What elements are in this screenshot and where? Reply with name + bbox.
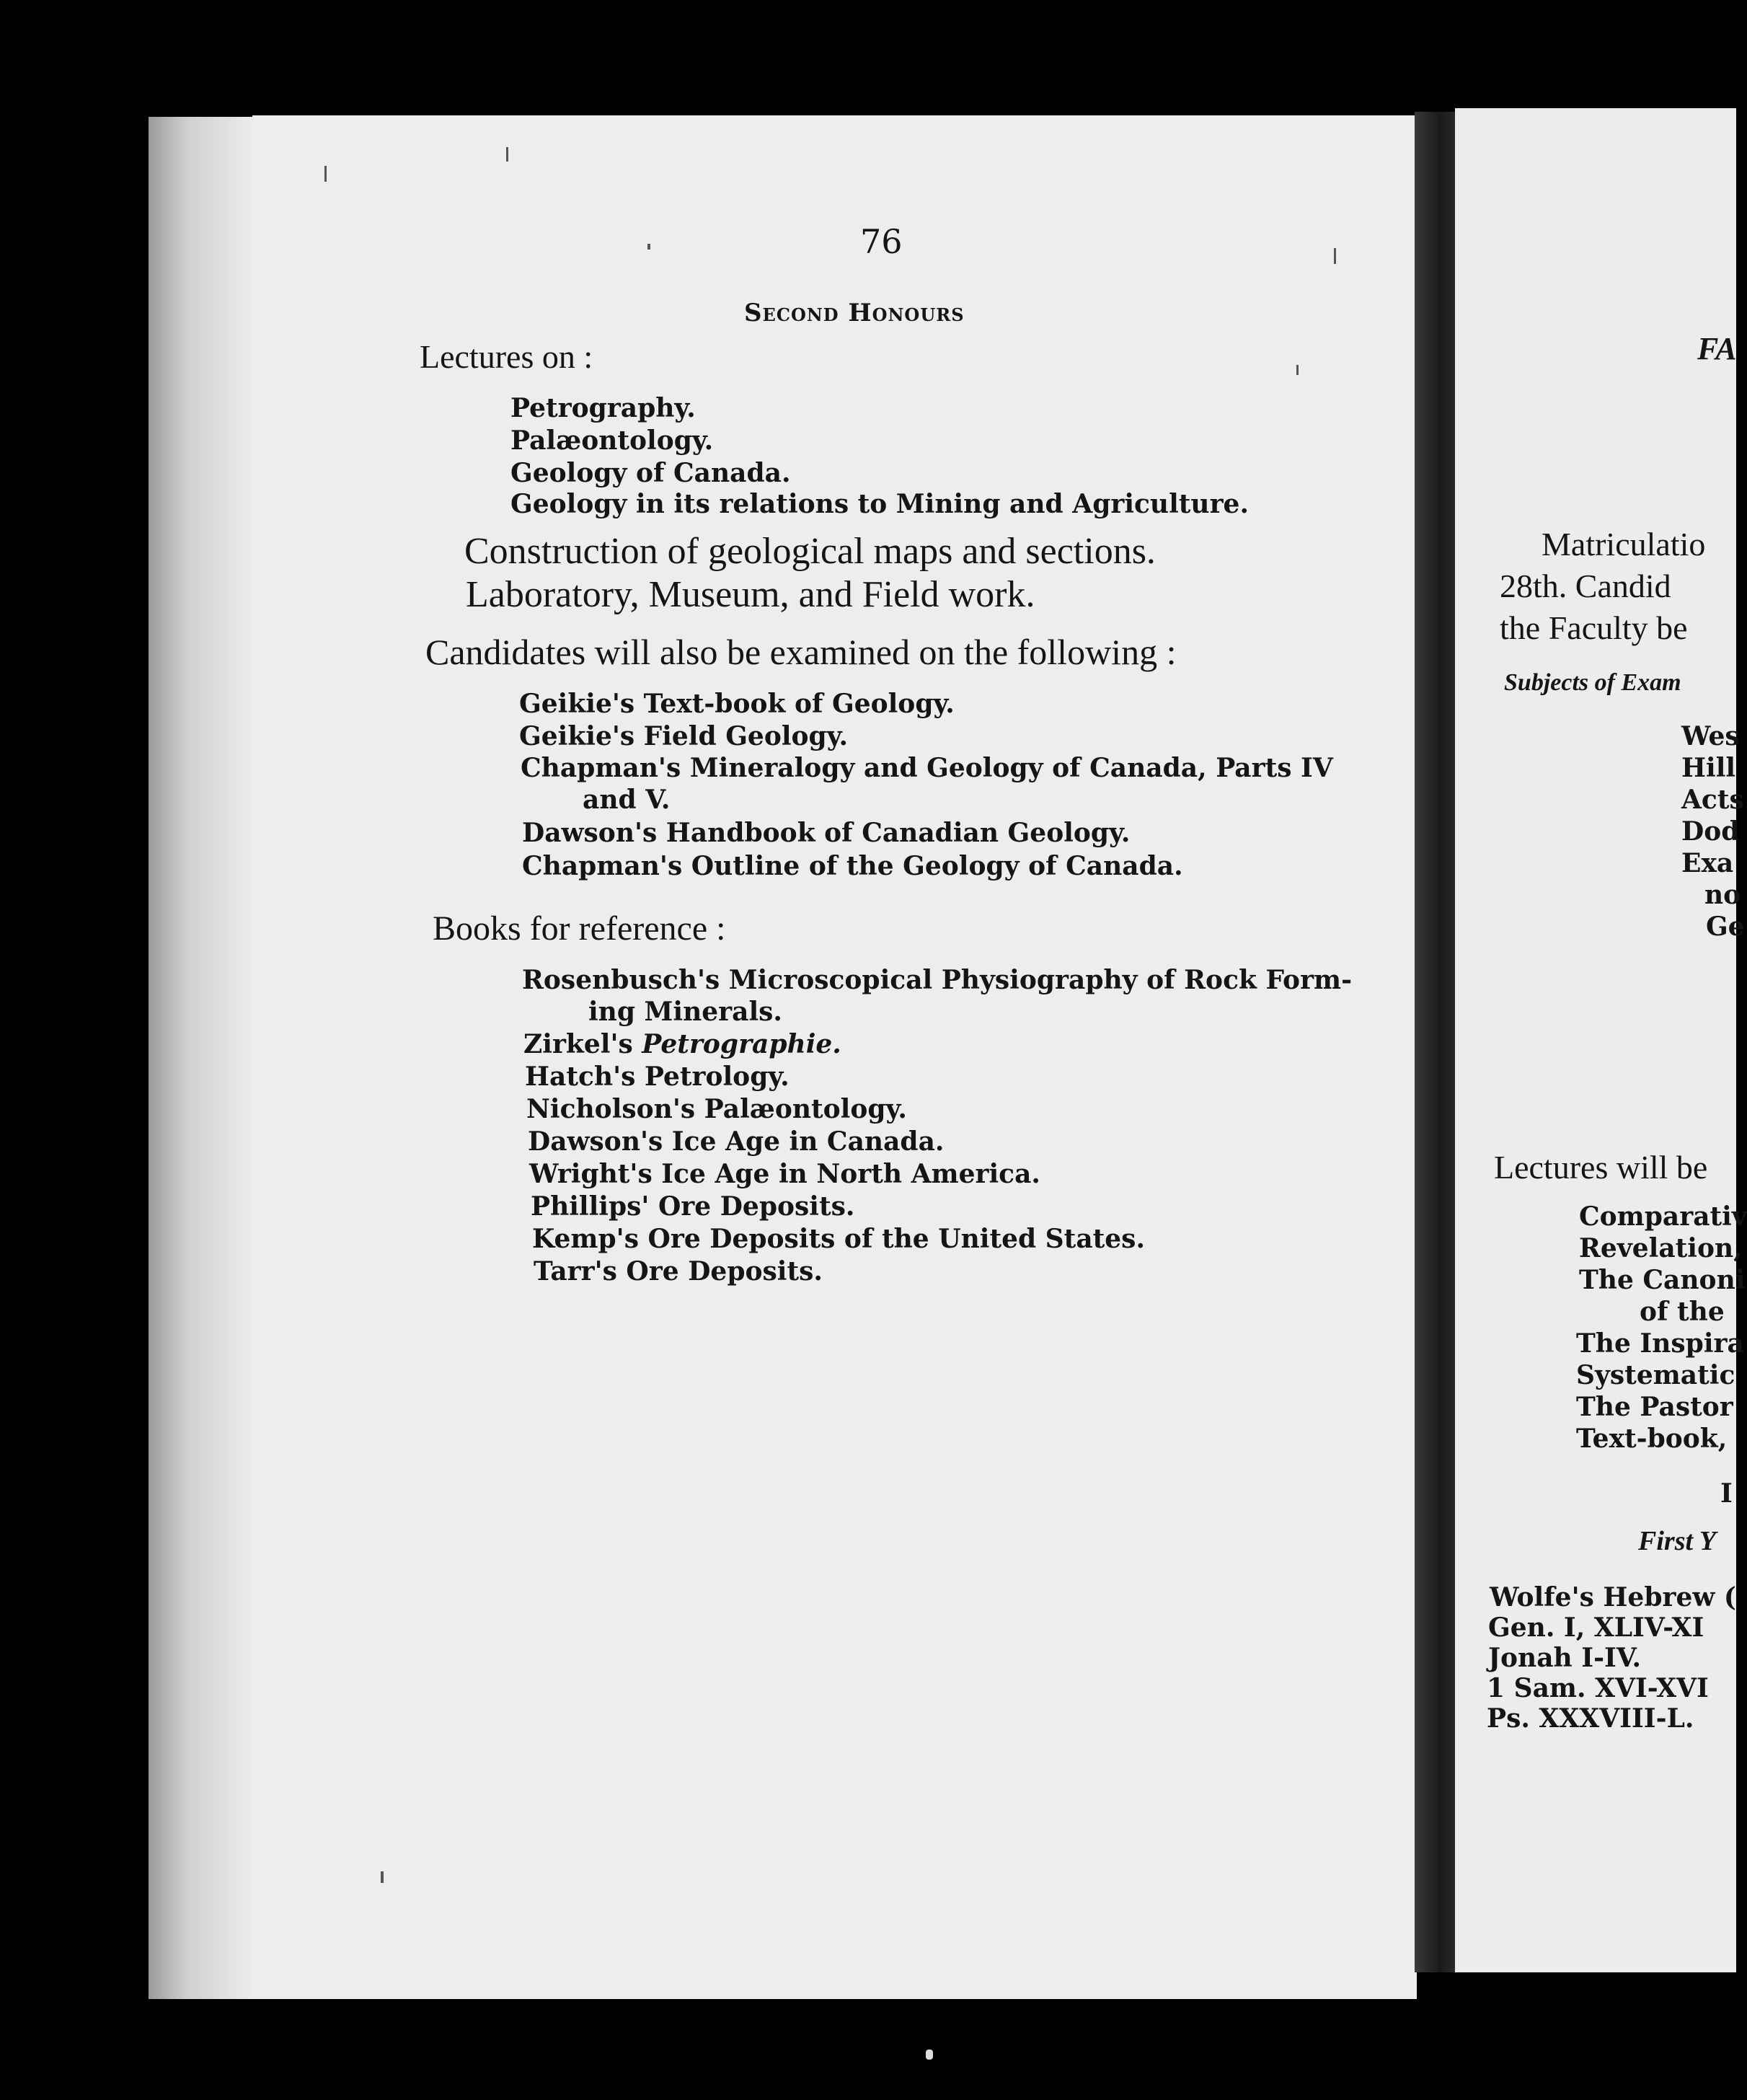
- list-item: Exa: [1681, 848, 1734, 878]
- lecture-item: Geology in its relations to Mining and Agriculture.: [510, 489, 1249, 519]
- reference-item-continued: ing Minerals.: [588, 997, 782, 1027]
- heading-fragment: FA: [1697, 331, 1737, 366]
- list-item: of the: [1640, 1297, 1725, 1327]
- reference-heading: Books for reference :: [433, 909, 726, 948]
- lectures-heading: Lectures on :: [420, 338, 593, 375]
- lecture-item: Palæontology.: [510, 425, 714, 456]
- lecture-item: Petrography.: [510, 393, 696, 423]
- list-item: Acts: [1681, 785, 1744, 815]
- list-item: Dod: [1681, 816, 1740, 847]
- extra-item: Laboratory, Museum, and Field work.: [466, 574, 1035, 615]
- list-item: Text-book,: [1576, 1424, 1728, 1454]
- reference-item: Phillips' Ore Deposits.: [531, 1191, 855, 1222]
- list-item: Wolfe's Hebrew (: [1490, 1582, 1736, 1612]
- scan-artifact: [926, 2050, 933, 2060]
- list-item: no: [1704, 880, 1741, 910]
- heading-fragment: I: [1720, 1478, 1733, 1509]
- reference-item: Dawson's Ice Age in Canada.: [528, 1126, 945, 1157]
- print-speck: [506, 147, 508, 162]
- reference-item: [523, 1029, 841, 1059]
- list-item: Revelation,: [1579, 1233, 1743, 1263]
- examined-heading: Candidates will also be examined on the following :: [425, 632, 1177, 672]
- book-gutter: [1415, 112, 1456, 1972]
- first-year-fragment: First Y: [1638, 1526, 1717, 1556]
- print-speck: [1334, 248, 1336, 264]
- reference-item: Nicholson's Palæontology.: [526, 1094, 907, 1124]
- reference-item: Hatch's Petrology.: [525, 1062, 790, 1092]
- list-item: Jonah I-IV.: [1488, 1643, 1642, 1673]
- list-item: Ps. XXXVIII-L.: [1487, 1703, 1694, 1734]
- page-number: 76: [860, 222, 903, 261]
- paragraph-line: the Faculty be: [1500, 609, 1688, 646]
- print-speck: [381, 1871, 384, 1883]
- paragraph-line: Matriculatio: [1542, 526, 1706, 562]
- left-page: [252, 115, 1417, 1999]
- examined-item: Geikie's Text-book of Geology.: [519, 689, 955, 719]
- extra-item: Construction of geological maps and sections.: [464, 531, 1156, 572]
- section-heading: Second Honours: [744, 299, 965, 327]
- paragraph-line: 28th. Candid: [1500, 568, 1671, 604]
- print-speck: [647, 244, 650, 250]
- list-item: The Inspira: [1576, 1328, 1744, 1359]
- examined-item: Geikie's Field Geology.: [519, 721, 849, 751]
- reference-item: Rosenbusch's Microscopical Physiography of Rock Form-: [522, 965, 1353, 995]
- reference-item: Wright's Ice Age in North America.: [529, 1159, 1040, 1189]
- examined-item: Chapman's Outline of the Geology of Canada.: [522, 851, 1183, 881]
- list-item: 1 Sam. XVI-XVI: [1487, 1673, 1709, 1703]
- reference-item: Tarr's Ore Deposits.: [534, 1256, 823, 1287]
- list-item: Hill: [1681, 753, 1736, 783]
- list-item: Ge: [1706, 912, 1745, 942]
- examined-item: Chapman's Mineralogy and Geology of Canada, Parts IV: [521, 753, 1333, 783]
- list-item: Gen. I, XLIV-XI: [1488, 1612, 1704, 1643]
- reference-author: Zirkel's: [523, 1029, 642, 1059]
- lecture-item: Geology of Canada.: [510, 458, 791, 488]
- subjects-fragment: Subjects of Exam: [1504, 669, 1681, 696]
- list-item: The Canoni: [1579, 1265, 1746, 1295]
- list-item: Wes: [1681, 721, 1740, 751]
- examined-item: Dawson's Handbook of Canadian Geology.: [522, 818, 1131, 848]
- print-speck: [1296, 365, 1299, 375]
- right-page: [1455, 108, 1747, 1972]
- print-speck: [324, 166, 327, 182]
- reference-item: Kemp's Ore Deposits of the United States.: [532, 1224, 1145, 1254]
- lectures-fragment: Lectures will be: [1494, 1149, 1708, 1186]
- list-item: Comparativ: [1579, 1201, 1747, 1232]
- reference-title-italic: Petrographie.: [642, 1029, 841, 1059]
- list-item: Systematic: [1576, 1360, 1735, 1390]
- examined-item-continued: and V.: [583, 785, 671, 815]
- list-item: The Pastor: [1576, 1392, 1733, 1422]
- page-edge: [149, 117, 257, 1999]
